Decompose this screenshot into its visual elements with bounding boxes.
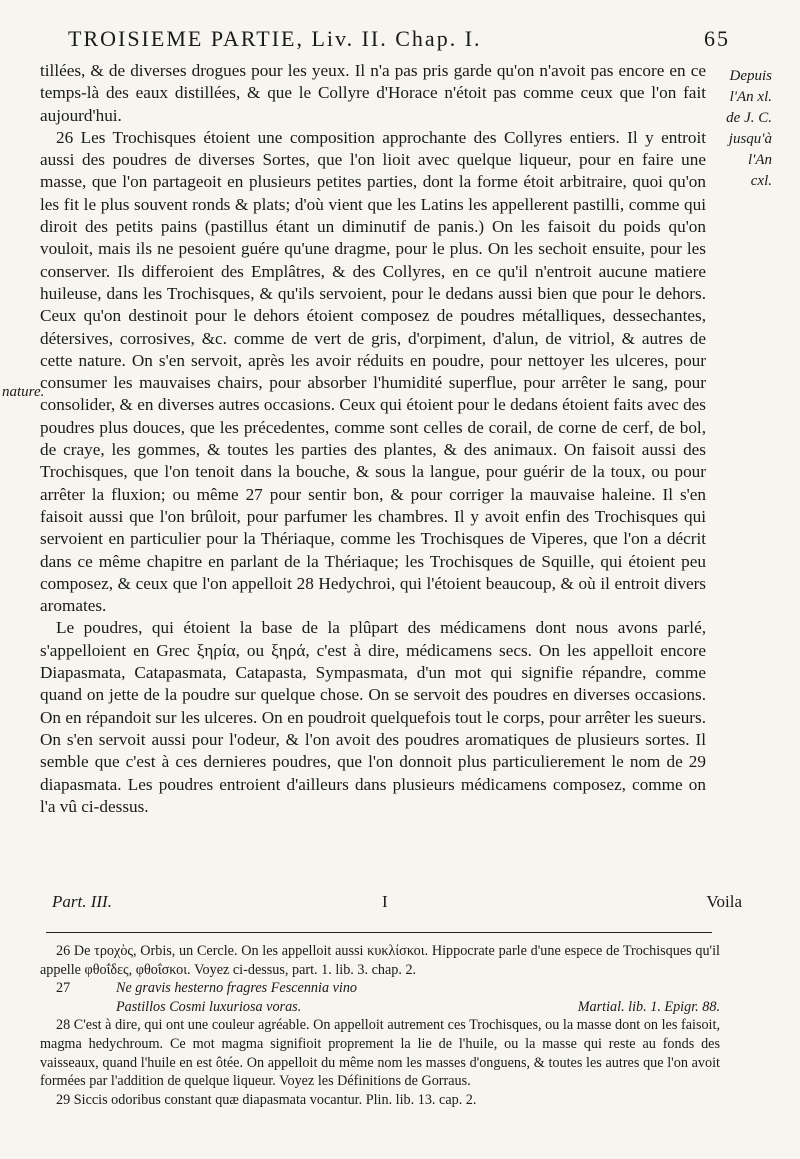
footnote-27-number: 27 [56,980,71,997]
verse-line-2-text: Pastillos Cosmi luxuriosa voras. [116,998,302,1015]
footnote-28: 28 C'est à dire, qui ont une couleur agréable. On appelloit autrement ces Trochisques, ou la masse dont on les faisoit, magma hedychroum. Ce mot magma signifioit proprement la lie de l'huile, ou la masse qui reste au fonds des vaisseaux, quand l'huile en est ôtée. On appelloit du même nom les masses d'onguens, & toutes les autres que l'on avoit formées par l'addition de quelque liqueur. Voyez les Définitions de Gorraus. [40,1017,720,1090]
main-text [40,60,706,818]
paragraph-poudres: Le poudres, qui étoient la base de la plûpart des médicamens dont nous avons parlé, s'appelloient en Grec ξηρία, ou ξηρά, c'est à dire, médicamens secs. On les appelloit encore Diapasmata, Catapasmata, Catapasta, Sympasmata, d'un mot qui signifie répandre, comme quand on jette de la poudre sur quelque chose. On se servoit des poudres en diverses occasions. On en répandoit sur les ulceres. On en poudroit quelquefois tout le corps, pour arrêter les sueurs. On s'en servoit aussi pour l'odeur, & l'on avoit des poudres aromatiques de plusieurs sortes. Il semble que c'est à ces dernieres poudres, que l'on donnoit plus particulierement le nom de 29 diapasmata. Les poudres entroient d'ailleurs dans plusieurs médicamens composez, comme on l'a vû ci-dessus. [40,618,706,816]
verse-line-2 [40,998,720,1017]
paragraph-continuation: tillées, & de diverses drogues pour les yeux. Il n'a pas pris garde qu'on n'avoit pas encore en ce temps-là des eaux distillées, & que le Collyre d'Horace n'étoit pas comme ceux que l'on fait aujourd'hui. [40,61,706,125]
footnotes [40,942,720,1109]
left-margin-word: nature. [2,384,45,400]
margin-note-line: cxl. [750,173,772,189]
running-head [68,26,730,52]
footnote-29: 29 Siccis odoribus constant quæ diapasmata vocantur. Plin. lib. 13. cap. 2. [56,1091,477,1108]
margin-note-line: l'An [747,152,772,168]
part-label: Part. III. [52,892,112,911]
catchword: Voila [706,892,742,911]
running-head-title: TROISIEME PARTIE, Liv. II. Chap. I. [68,26,482,51]
footnote-26: 26 De τροχὸς, Orbis, un Cercle. On les appelloit aussi κυκλίσκοι. Hippocrate parle d'une espece de Trochisques qu'il appelle φθοΐδες, φθοΐσκοι. Voyez ci-dessus, part. 1. lib. 3. chap. 2. [40,943,720,978]
margin-note-line: jusqu'à [728,131,772,147]
margin-note-line: de J. C. [726,110,772,126]
signature-line [52,892,742,914]
margin-date-note [706,66,772,192]
paragraph-trochisques: 26 Les Trochisques étoient une composition approchante des Collyres entiers. Il y entroit aussi des poudres de diverses Sortes, que l'on lioit avec quelque liqueur, pour en faire une masse, que l'on partageoit en plusieurs petites parties, dont la forme étoit arbitraire, quoi qu'on les fit le plus souvent ronds & plats; d'où vient que les Latins les appellerent pastilli, comme qui diroit des petits pains (pastillus étant un diminutif de panis.) On les faisoit du poids qu'on vouloit, mais ils ne pesoient guére qu'une dragme, pour le plus. On les sechoit ensuite, pour les conserver. Ils differoient des Emplâtres, & des Collyres, en ce qu'il n'entroit aucune matiere huileuse, dans les Trochisques, & qu'ils servoient, pour le dedans aussi bien que pour le dehors. Ceux qu'on destinoit pour le dehors étoient composez de poudres métalliques, dessechantes, détersives, corrosives, &c. comme de vert de gris, d'orpiment, d'alun, de vitriol, & autres de cette nature. On s'en servoit, après les avoir réduits en poudre, pour nettoyer les ulceres, pour consumer les mauvaises chairs, pour absorber l'humidité superflue, pour arrêter le sang, pour consolider, & en diverses autres occasions. Ceux qui étoient pour le dedans étoient faits avec des poudres plus douces, que les précedentes, comme sont celles de corail, de corne de cerf, de bol, de craye, les gommes, & toutes les parties des plantes, & des animaux. On faisoit aussi des Trochisques, que l'on tenoit dans la bouche, & sous la langue, pour guérir de la toux, ou pour arrêter la fluxion; ou même 27 pour sentir bon, & pour corriger la mauvaise haleine. Il s'en faisoit aussi que l'on brûloit, pour parfumer les chambres. Il y avoit enfin des Trochisques qui servoient en particulier pour la Thériaque, comme les Trochisques de Viperes, que l'on a décrit dans ce même chapitre en parlant de la Thériaque; les Trochisques de Squille, qui étoient peu composez, & ceux que l'on appelloit 28 Hedychroi, qui l'étoient beaucoup, & où il entroit divers aromates. [40,127,706,616]
footnote-rule [46,932,712,933]
signature-mark: I [382,892,388,911]
footnote-27 [40,979,720,1016]
verse-line-1: Ne gravis hesterno fragres Fescennia vino [116,980,358,997]
verse-reference: Martial. lib. 1. Epigr. 88. [577,998,720,1015]
page-number: 65 [704,26,730,51]
margin-note-line: l'An xl. [729,89,772,105]
margin-note-line: Depuis [729,68,772,84]
